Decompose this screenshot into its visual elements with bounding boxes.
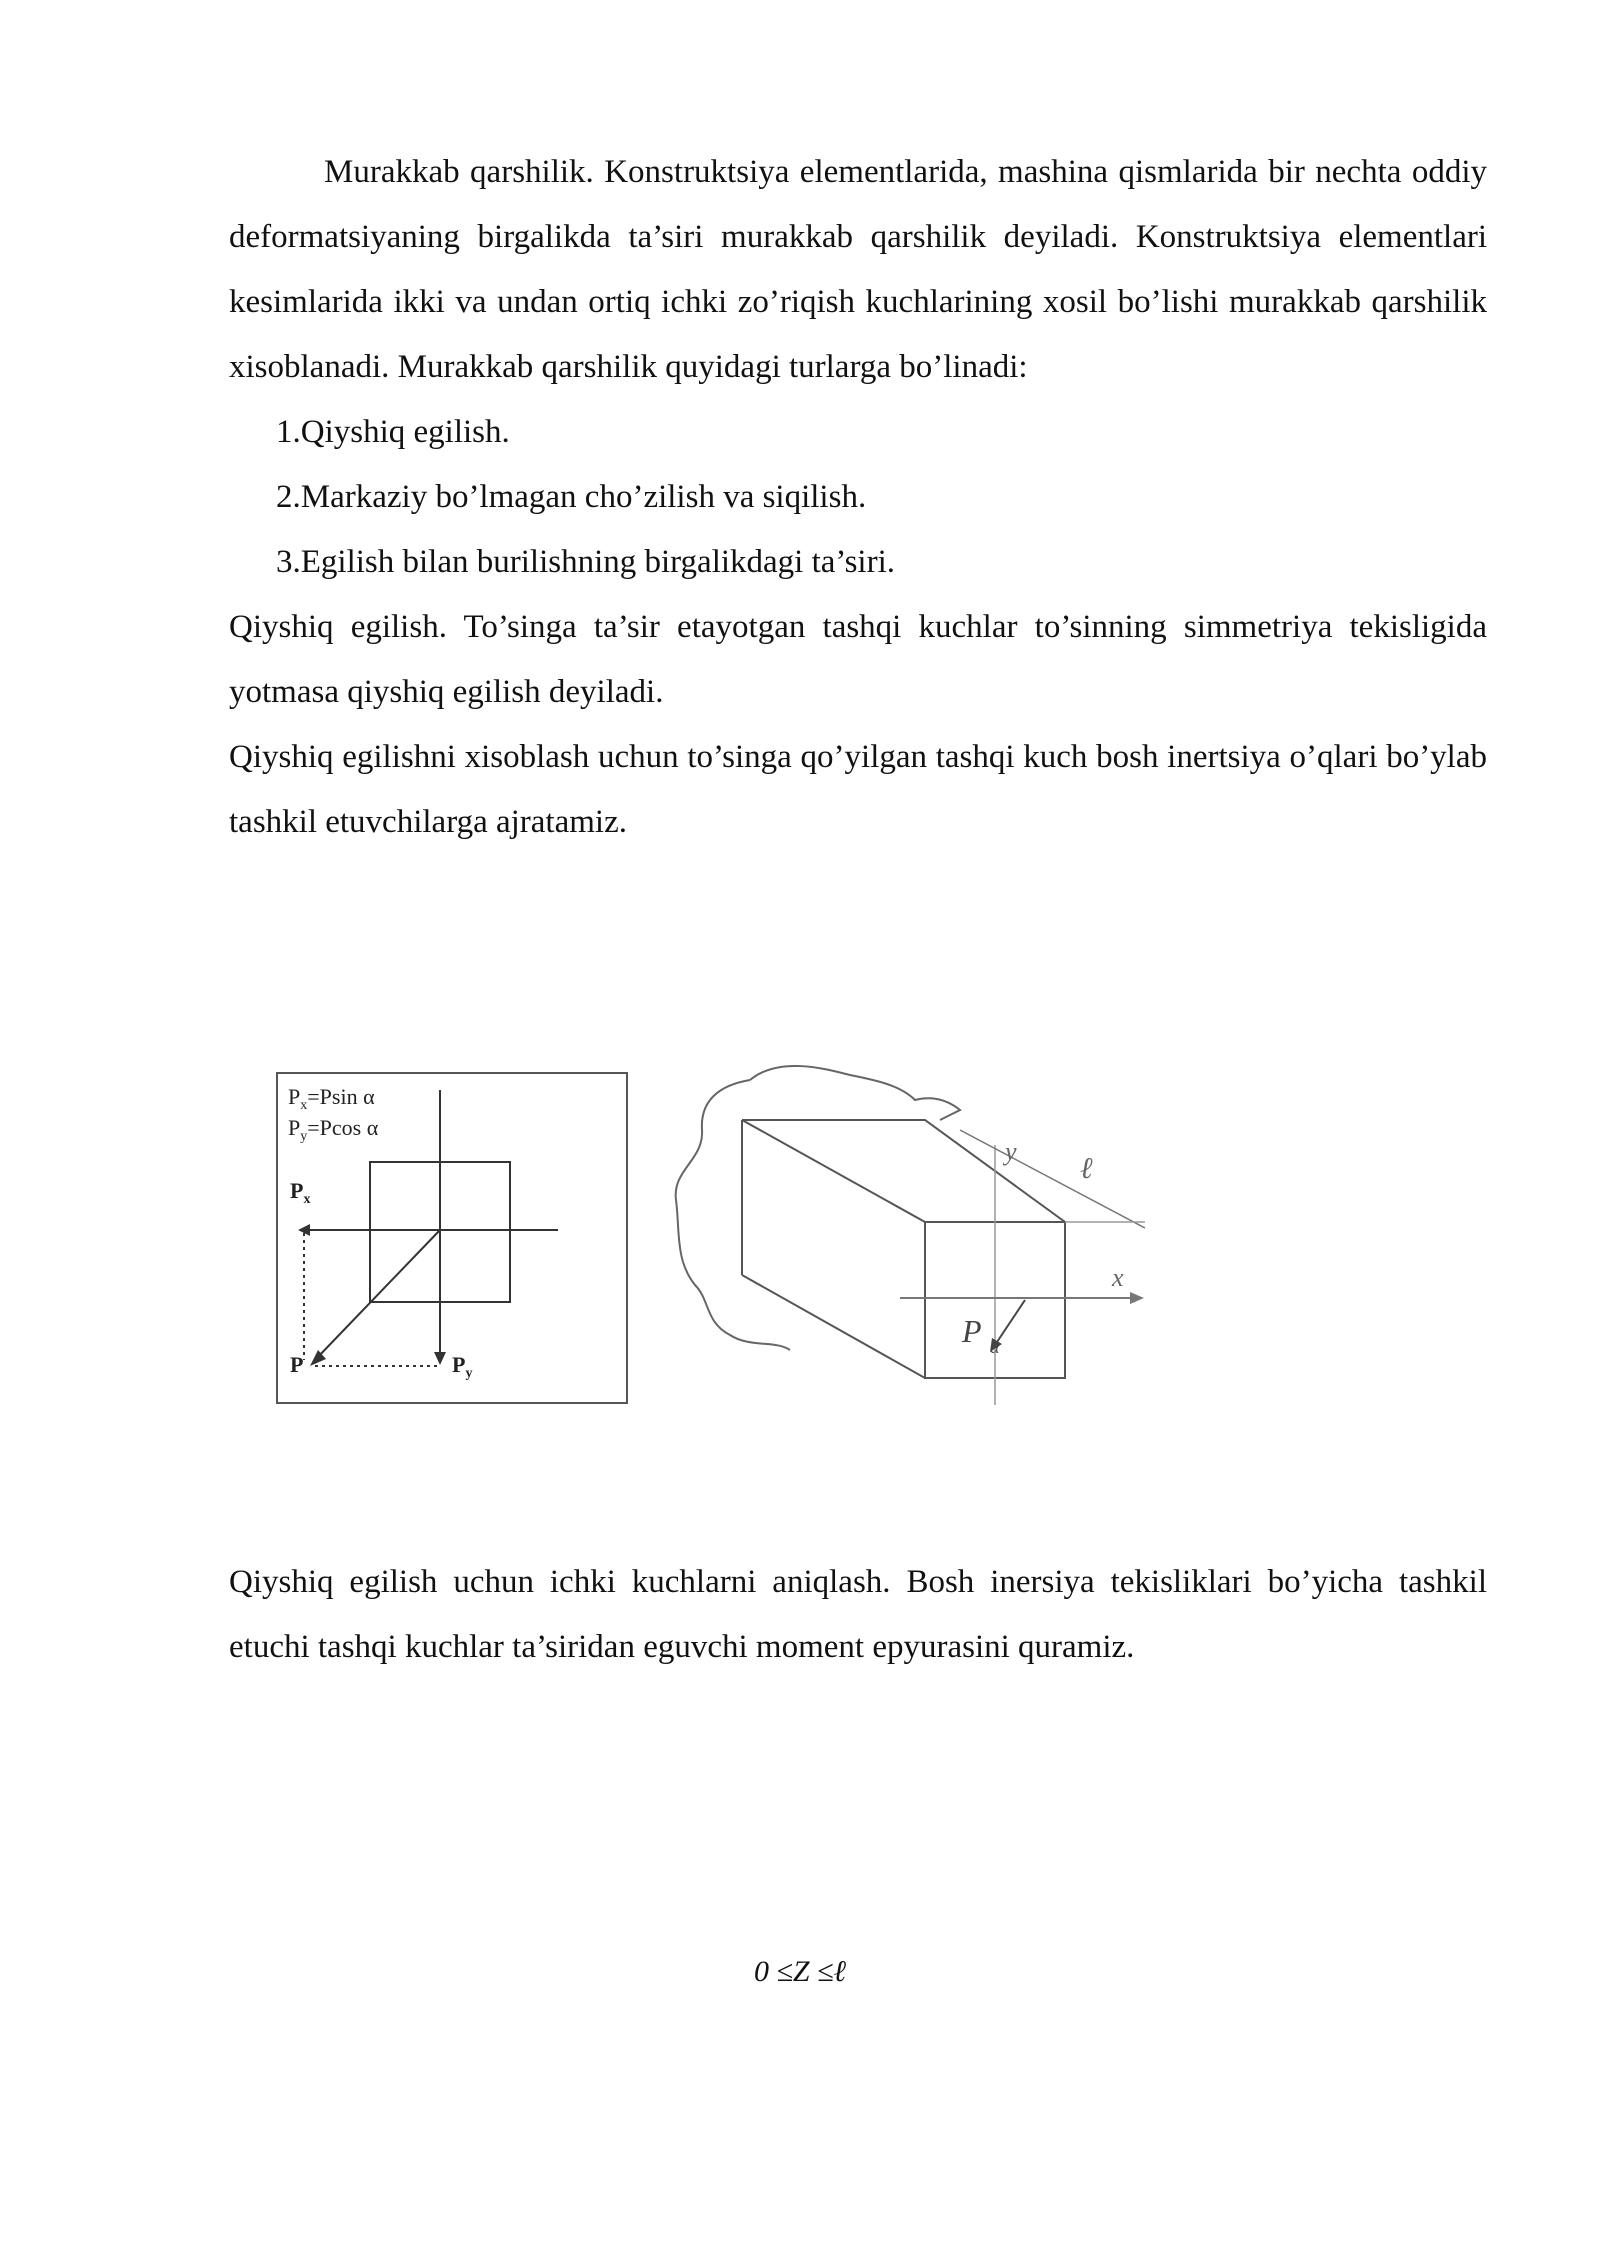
wall-outline [676,1066,960,1350]
x-arrowhead [1130,1292,1144,1304]
force-decomposition-figure [270,1070,634,1410]
py-equation: $P_y=Pcos$ α [288,1115,379,1144]
x-label: x [1112,1263,1124,1292]
alpha-label: α [990,1337,1000,1357]
force-p-line [315,1230,440,1360]
beam-top-edges [742,1120,1065,1378]
list-item-1: 1.Qiyshiq egilish. [276,414,510,450]
py-arrowhead [434,1352,446,1365]
list-item-2: 2.Markaziy bo’lmagan cho’zilish va siqilish. [276,479,867,515]
internal-forces-text [229,1550,1487,1680]
py-label: $P_y$ [452,1352,473,1381]
oblique-bending-method: Qiyshiq egilishni xisoblash uchun to’singa qo’yilgan tashqi kuch bosh inertsiya o’qlari bo’ylab tashkil etuvchilarga ajratamiz. [229,739,1487,840]
range-formula: 0 ≤Z ≤ℓ [753,1955,847,1988]
beam-bottom-edge [742,1275,925,1378]
list-item-3: 3.Egilish bilan burilishning birgalikdagi ta’siri. [276,544,896,580]
beam-sketch-figure [660,1060,1160,1420]
beam-sketch-diagram [660,1060,1160,1420]
force-p-arrow [995,1300,1025,1345]
p-label: P [290,1352,304,1377]
beam-diagonal-edge [742,1120,925,1222]
length-label: ℓ [1080,1152,1093,1185]
oblique-bending-definition: Qiyshiq egilish. To’singa ta’sir etayotgan tashqi kuchlar to’sinning simmetriya tekisligida yotmasa qiyshiq egilish deyiladi. [229,609,1487,710]
internal-forces-paragraph: Qiyshiq egilish uchun ichki kuchlarni aniqlash. Bosh inersiya tekisliklari bo’yicha tashkil etuchi tashqi kuchlar ta’siridan eguvchi moment epyurasini quramiz. [229,1564,1487,1665]
y-label: y [1005,1137,1017,1166]
px-label: $P_x$ [290,1178,311,1207]
intro-text [229,140,1487,855]
px-equation: $P_x=Psin$ α [288,1084,375,1113]
force-decomposition-diagram [270,1070,634,1410]
intro-paragraph: Murakkab qarshilik. Konstruktsiya elementlarida, mashina qismlarida bir nechta oddiy deformatsiyaning birgalikda ta’siri murakkab qarshilik deyiladi. Konstruktsiya elementlari kesimlarida ikki va undan ortiq ichki zo’riqish kuchlarining xosil bo’lishi murakkab qarshilik xisoblanadi. Murakkab qarshilik quyidagi turlarga bo’linadi: [229,154,1487,385]
p-label: P [962,1313,982,1349]
